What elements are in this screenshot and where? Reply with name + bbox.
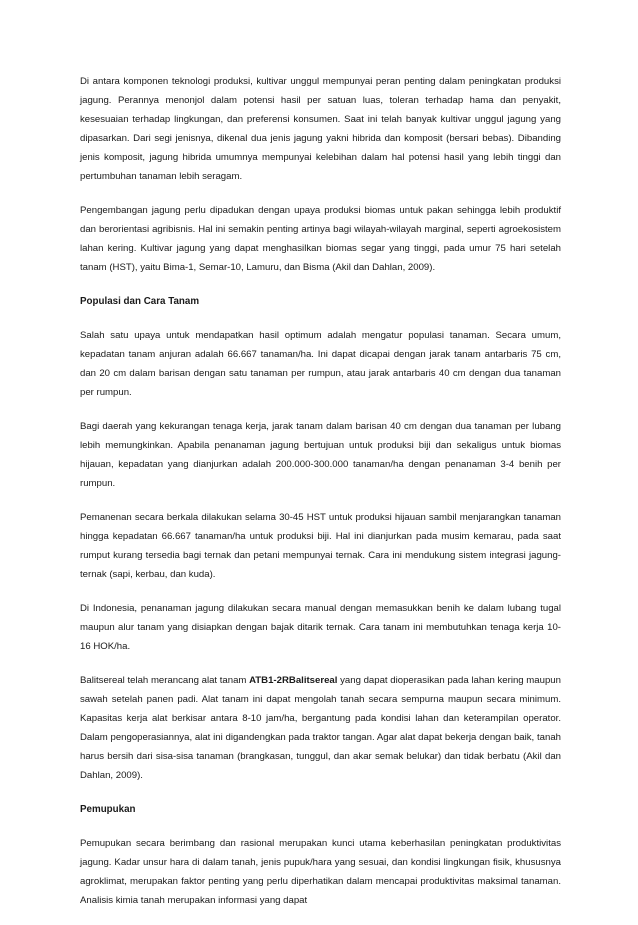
- paragraph-kultivar-unggul: Di antara komponen teknologi produksi, kultivar unggul mempunyai peran penting dalam peningkatan produksi jagung. Perannya menonjol dalam potensi hasil per satuan luas, toleran terhadap hama dan penyakit, kesesuaian terhadap lingkungan, dan preferensi konsumen. Saat ini telah banyak kultivar unggul jagung yang dipasarkan. Dari segi jenisnya, dikenal dua jenis jagung yakni hibrida dan komposit (bersari bebas). Dibanding jenis komposit, jagung hibrida umumnya mempunyai kelebihan dalam hal potensi hasil yang lebih tinggi dan pertumbuhan tanaman lebih seragam.: [80, 76, 561, 182]
- paragraph-alat-tanam: [80, 671, 561, 785]
- paragraph-pengembangan-jagung: Pengembangan jagung perlu dipadukan dengan upaya produksi biomas untuk pakan sehingga lebih produktif dan berorientasi agribisnis. Hal ini semakin penting artinya bagi wilayah-wilayah marginal, seperti agroekosistem lahan kering. Kultivar jagung yang dapat menghasilkan biomas segar yang tinggi, pada umur 75 hari setelah tanam (HST), yaitu Bima-1, Semar-10, Lamuru, dan Bisma (Akil dan Dahlan, 2009).: [80, 205, 561, 273]
- paragraph-pemupukan: Pemupukan secara berimbang dan rasional merupakan kunci utama keberhasilan peningkatan produktivitas jagung. Kadar unsur hara di dalam tanah, jenis pupuk/hara yang sesuai, dan kondisi lingkungan fisik, khususnya agroklimat, merupakan faktor penting yang perlu diperhatikan dalam mencapai produktivitas maksimal tanaman. Analisis kimia tanah merupakan informasi yang dapat: [80, 838, 561, 906]
- alat-tanam-name: ATB1-2RBalitsereal: [249, 675, 338, 686]
- paragraph-populasi-tanaman: Salah satu upaya untuk mendapatkan hasil optimum adalah mengatur populasi tanaman. Secara umum, kepadatan tanam anjuran adalah 66.667 tanaman/ha. Ini dapat dicapai dengan jarak tanam antarbaris 75 cm, dan 20 cm dalam barisan dengan satu tanaman per rumpun, atau jarak antarbaris 40 cm dengan dua tanaman per rumpun.: [80, 330, 561, 398]
- paragraph-pemanenan: Pemanenan secara berkala dilakukan selama 30-45 HST untuk produksi hijauan sambil menjarangkan tanaman hingga kepadatan 66.667 tanaman/ha untuk produksi biji. Hal ini dianjurkan pada musim kemarau, pada saat rumput kurang tersedia bagi ternak dan petani mempunyai ternak. Cara ini mendukung sistem integrasi jagung-ternak (sapi, kerbau, dan kuda).: [80, 512, 561, 580]
- paragraph-penanaman-manual: Di Indonesia, penanaman jagung dilakukan secara manual dengan memasukkan benih ke dalam lubang tugal maupun alur tanam yang disiapkan dengan bajak ditarik ternak. Cara tanam ini membutuhkan tenaga kerja 10-16 HOK/ha.: [80, 603, 561, 652]
- alat-tanam-text-after: yang dapat dioperasikan pada lahan kering maupun sawah setelah panen padi. Alat tanam ini dapat mengolah tanah secara sempurna maupun secara minimum. Kapasitas kerja alat berkisar antara 8-10 jam/ha, bergantung pada kondisi lahan dan keterampilan operator. Dalam pengoperasiannya, alat ini digandengkan pada traktor tangan. Agar alat dapat bekerja dengan baik, tanah harus bersih dari sisa-sisa tanaman (brangkasan, tunggul, dan akar semak belukar) dan tidak berbatu (Akil dan Dahlan, 2009).: [80, 675, 561, 781]
- paragraph-jarak-tanam: Bagi daerah yang kekurangan tenaga kerja, jarak tanam dalam barisan 40 cm dengan dua tanaman per lubang lebih memungkinkan. Apabila penanaman jagung bertujuan untuk produksi biji dan sekaligus untuk biomas hijauan, kepadatan yang dianjurkan adalah 200.000-300.000 tanaman/ha dengan penanaman 3-4 benih per rumpun.: [80, 421, 561, 489]
- section-heading-pemupukan: Pemupukan: [80, 804, 136, 815]
- section-heading-populasi: Populasi dan Cara Tanam: [80, 296, 200, 307]
- document-page: [80, 72, 561, 925]
- alat-tanam-text-before: Balitsereal telah merancang alat tanam: [80, 675, 250, 686]
